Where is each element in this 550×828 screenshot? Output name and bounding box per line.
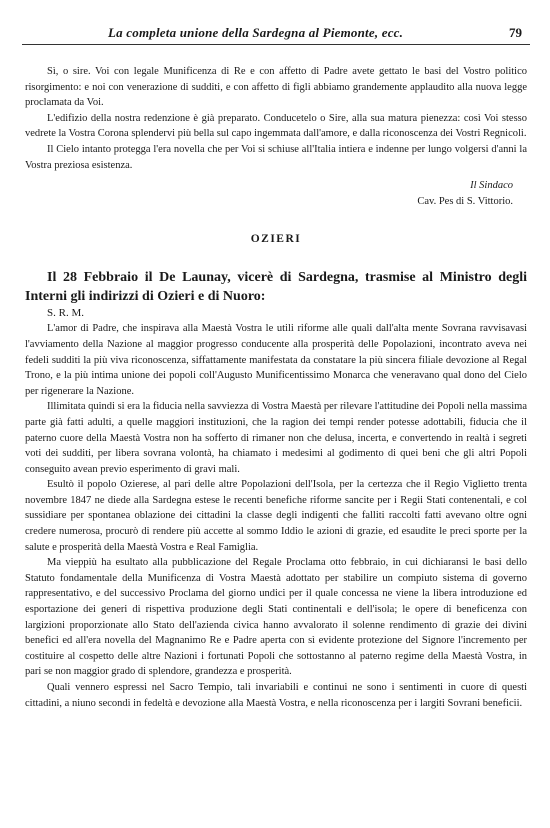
paragraph: L'edifizio della nostra redenzione è già preparato. Conducetelo o Sire, alla sua matura pienezza: così Voi stesso vedrete la Vostra Corona splendervi più bella sul capo ingemmata dall'amore, e dalla riconoscenza dei Vostri Regnicoli. — [25, 112, 527, 140]
section-title: OZIERI — [250, 233, 302, 246]
salutation: S. R. M. — [47, 306, 84, 319]
signature-title: Il Sindaco — [470, 180, 513, 192]
paragraph: Esultò il popolo Ozierese, al pari delle altre Popolazioni dell'Isola, per la certezza che il Regio Viglietto trenta novembre 1847 ne diede alla Sardegna estese le recenti benefiche riforme sancite per i Regii Stati contenentali, e col sussidiare per spontanea oblazione dei cittadini la classe degli indigenti che falliti raccolti fatti avevano oltre ogni credere numerosa, procurò di rendere più accette al sommo Iddio le azioni di grazie, ed esaudite le preci sporte per la salute e prosperità della Maestà Vostra e Real Famiglia. — [25, 479, 527, 553]
signature-block — [25, 178, 527, 210]
signature-name: Cav. Pes di S. Vittorio. — [417, 196, 513, 208]
paragraph: Illimitata quindi si era la fiducia nella savviezza di Vostra Maestà per rilevare l'attitudine dei Popoli nella massima parte già fatti adulti, a quelle maggiori instituzioni, che la ragion dei tempi render potesse adottabili, fiducia che il paterno cuore della Maestà Vostra non ha sofferto di rimaner non che delusa, incerta, e convertendo in realtà i segreti voti dei sudditi, per libera sovrana volontà, ha chiamato i medesimi al godimento di quei beni che gli altri Popoli conseguito avean previo esperimento di gravi mali. — [25, 401, 527, 475]
intro-paragraph: Il 28 Febbraio il De Launay, vicerè di Sardegna, trasmise al Ministro degli Interni gli indirizzi di Ozieri e di Nuoro: — [25, 269, 527, 304]
paragraph: Sì, o sire. Voi con legale Munificenza di Re e con affetto di Padre avete gettato le basi del Vostro politico risorgimento: e noi con venerazione di sudditi, e con affetto di figli abbiamo grandemente applaudito alla nuova legge proclamata da Voi. — [25, 66, 527, 109]
paragraph: Quali vennero espressi nel Sacro Tempio, tali invariabili e continui ne sono i sentimenti in cuore di questi cittadini, a niuno secondi in fedeltà e devozione alla Maestà Vostra, e nella riconoscenza per i largiti Sovrani beneficii. — [25, 682, 527, 709]
paragraph: Il Cielo intanto protegga l'era novella che per Voi si schiuse all'Italia intiera e indenne per lungo volgersi d'anni la Vostra preziosa esistenza. — [25, 143, 527, 171]
page-number: 79 — [509, 25, 522, 40]
running-title: La completa unione della Sardegna al Piemonte, ecc. — [108, 25, 404, 40]
paragraph: L'amor di Padre, che inspirava alla Maestà Vostra le utili riforme alle quali dall'alta mente Sovrana ravvisavasi l'avviamento della Nazione al maggior progresso conducente alla prosperità delle Popolazioni, incontrato aveva nei fedeli sudditi la più viva riconoscenza, siffattamente manifestata da constatare la più sincera filiale devozione al Regal Trono, e la più intima unione dei popoli coll'Augusto Munificentissimo Monarca che veneravano qual dono del Cielo per rigenerare la Nazione. — [25, 323, 527, 397]
page-body — [25, 64, 527, 711]
paragraph: Ma vieppiù ha esultato alla pubblicazione del Regale Proclama otto febbraio, in cui dichiaransi le basi dello Statuto fondamentale della Munificenza di Vostra Maestà adottato per stabilire un compiuto sistema di governo rappresentativo, e del successivo Proclama del giorno undici per il quale concessa ne viene la libera introduzione ed esportazione dei generi di rispettiva produzione degli Stati continentali e dell'isola; le opere di beneficenza con largizioni proporzionate allo Stato dell'azienda civica hanno avvalorato il solenne rendimento di grazie dei divini benefici ed all'era novella del Magnanimo Re e Padre aperta con sì evidente protezione del Signore l'incremento per costituire al cospetto delle altre Nazioni i fortunati Popoli che sottostanno al paterno regime della Maestà Vostra, in pari se non maggior grado di splendore, grandezza e prosperità. — [25, 557, 527, 678]
header-rule — [22, 44, 530, 45]
